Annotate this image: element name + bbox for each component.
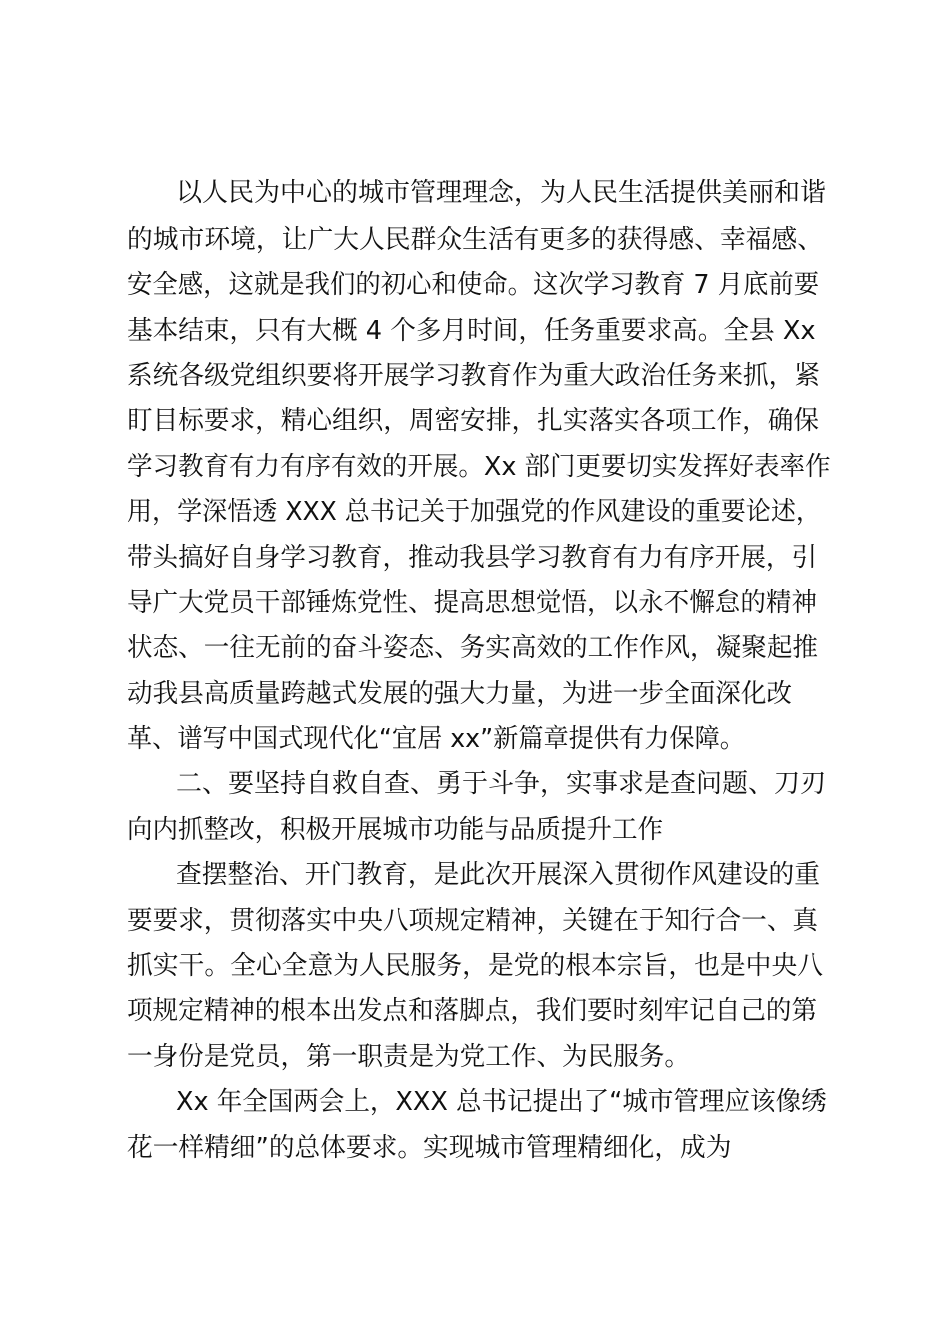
paragraph-1-line-12: 动我县高质量跨越式发展的强大力量，为进一步全面深化改: [127, 679, 793, 709]
paragraph-1-line-3: 安全感，这就是我们的初心和使命。这次学习教育 7 月底前要: [127, 270, 820, 300]
paragraph-1-line-2: 的城市环境，让广大人民群众生活有更多的获得感、幸福感、: [127, 225, 824, 255]
paragraph-2-line-2: 要要求，贯彻落实中央八项规定精神，关键在于知行合一、真: [127, 906, 819, 936]
paragraph-1-line-1: 以人民为中心的城市管理理念，为人民生活提供美丽和谐: [176, 178, 827, 208]
section-heading-line-1: 二、要坚持自救自查、勇于斗争，实事求是查问题、刀刃: [176, 769, 827, 799]
paragraph-2-line-1: 查摆整治、开门教育，是此次开展深入贯彻作风建设的重: [176, 860, 821, 890]
paragraph-1-line-6: 盯目标要求，精心组织，周密安排，扎实落实各项工作，确保: [127, 406, 820, 436]
paragraph-1-line-7: 学习教育有力有序有效的开展。Xx 部门更要切实发挥好表率作: [127, 452, 831, 482]
paragraph-1-line-5: 系统各级党组织要将开展学习教育作为重大政治任务来抓，紧: [127, 361, 821, 391]
paragraph-3-line-2: 花一样精细”的总体要求。实现城市管理精细化，成为: [127, 1133, 732, 1163]
paragraph-1-line-4: 基本结束，只有大概 4 个多月时间，任务重要求高。全县 Xx: [127, 316, 816, 346]
paragraph-3-line-1: Xx 年全国两会上，XXX 总书记提出了“城市管理应该像绣: [176, 1087, 827, 1117]
paragraph-1-line-11: 状态、一往无前的奋斗姿态、务实高效的工作作风，凝聚起推: [127, 633, 819, 663]
paragraph-2-line-3: 抓实干。全心全意为人民服务，是党的根本宗旨，也是中央八: [127, 951, 824, 981]
paragraph-1-line-8: 用，学深悟透 XXX 总书记关于加强党的作风建设的重要论述，: [127, 497, 821, 527]
paragraph-1-line-13: 革、谱写中国式现代化“宜居 xx”新篇章提供有力保障。: [127, 724, 745, 754]
paragraph-2-line-5: 一身份是党员，第一职责是为党工作、为民服务。: [127, 1042, 691, 1072]
paragraph-1-line-10: 导广大党员干部锤炼党性、提高思想觉悟，以永不懈怠的精神: [127, 588, 818, 618]
paragraph-2-line-4: 项规定精神的根本出发点和落脚点，我们要时刻牢记自己的第: [127, 996, 818, 1026]
section-heading-line-2: 向内抓整改，积极开展城市功能与品质提升工作: [127, 815, 664, 845]
paragraph-1-line-9: 带头搞好自身学习教育，推动我县学习教育有力有序开展，引: [127, 543, 818, 573]
